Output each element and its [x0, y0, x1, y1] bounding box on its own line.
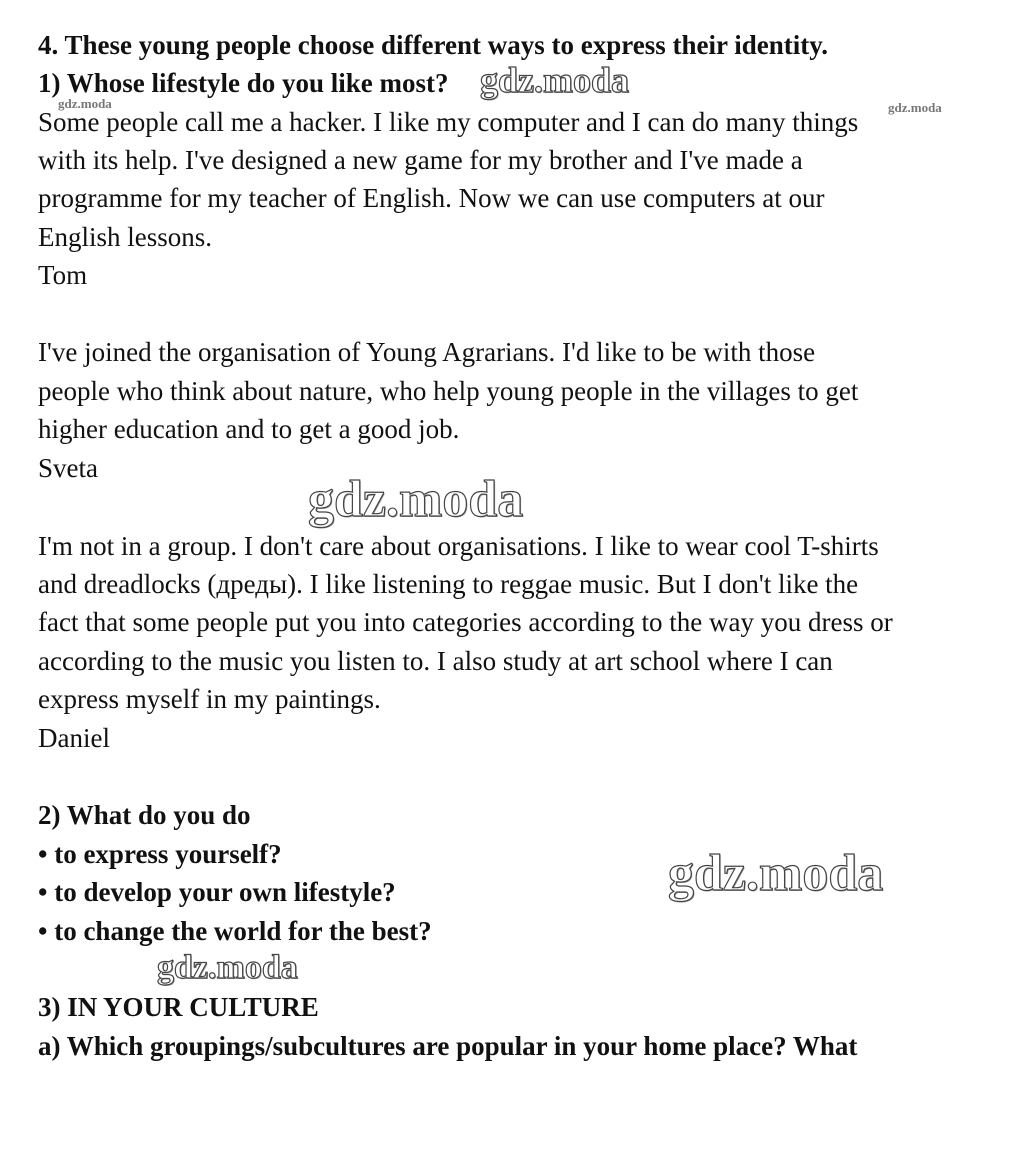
tom-text-line: English lessons. [38, 222, 213, 252]
tom-text-line: Some people call me a hacker. I like my computer and I can do many things [38, 107, 859, 137]
question-2-bullet: • to develop your own lifestyle? [38, 877, 396, 907]
watermark-logo: gdz.moda [58, 96, 112, 111]
sveta-text-line: people who think about nature, who help young people in the villages to get [38, 376, 859, 406]
sveta-text-line: I've joined the organisation of Young Agrarians. I'd like to be with those [38, 337, 816, 367]
exercise-heading: 4. These young people choose different ways to express their identity. [38, 30, 829, 60]
question-3a: a) Which groupings/subcultures are popular in your home place? What [38, 1031, 858, 1061]
tom-signature: Tom [38, 260, 88, 290]
watermark-logo: gdz.moda [888, 100, 942, 115]
daniel-text-line: I'm not in a group. I don't care about organisations. I like to wear cool T-shirts [38, 531, 879, 561]
tom-text-line: with its help. I've designed a new game for my brother and I've made a [38, 145, 803, 175]
sveta-signature: Sveta [38, 453, 98, 483]
daniel-text-line: express myself in my paintings. [38, 684, 381, 714]
watermark-logo: gdz.moda [668, 845, 884, 902]
watermark-logo: gdz.moda [308, 471, 524, 528]
daniel-text-line: fact that some people put you into categories according to the way you dress or [38, 607, 893, 637]
daniel-signature: Daniel [38, 723, 110, 753]
question-2-bullet: • to express yourself? [38, 839, 282, 869]
sveta-text-line: higher education and to get a good job. [38, 414, 460, 444]
question-2-bullet: • to change the world for the best? [38, 916, 432, 946]
watermark-logo: gdz.moda [157, 949, 298, 986]
tom-text-line: programme for my teacher of English. Now we can use computers at our [38, 183, 825, 213]
question-3-title: 3) IN YOUR CULTURE [38, 992, 319, 1022]
question-1: 1) Whose lifestyle do you like most? [38, 68, 449, 98]
watermark-logo: gdz.moda [480, 60, 630, 100]
daniel-text-line: according to the music you listen to. I also study at art school where I can [38, 646, 833, 676]
daniel-text-line: and dreadlocks (дреды). I like listening to reggae music. But I don't like the [38, 569, 859, 599]
question-2-title: 2) What do you do [38, 800, 251, 830]
